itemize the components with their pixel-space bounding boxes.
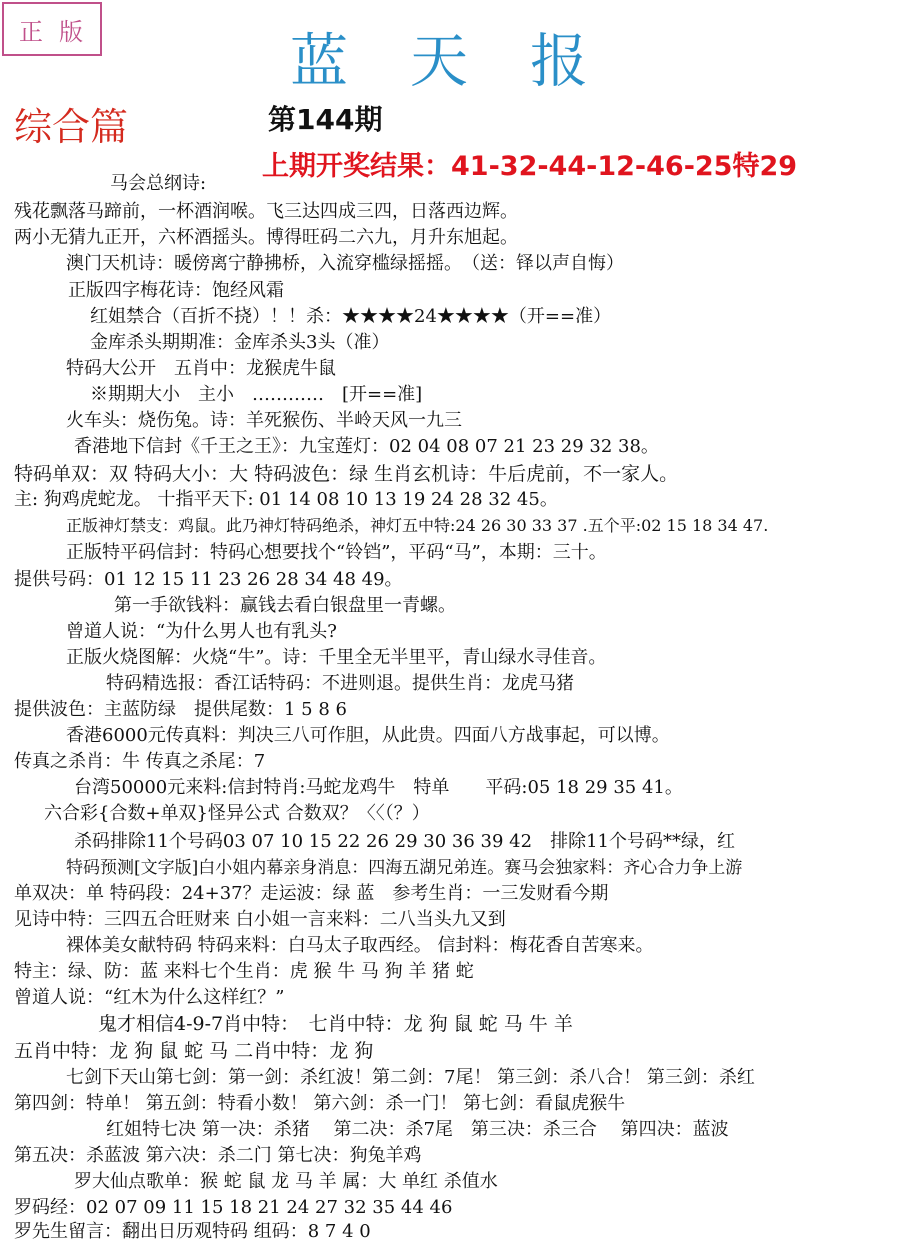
newspaper-title: 蓝天报: [290, 27, 651, 95]
issue-number: 第144期: [268, 103, 383, 136]
text-line: 罗先生留言：翻出日历观特码 组码：8 7 4 0: [14, 1221, 371, 1242]
text-line: 澳门天机诗：暖傍离宁静拂桥，入流穿槛绿摇摇。 （送：铎以声自悔）: [66, 253, 624, 274]
text-line: 见诗中特：三四五合旺财来 白小姐一言来料：二八当头九又到: [14, 909, 506, 930]
text-line: 红姐禁合（百折不挠）！！杀：★★★★24★★★★（开==准）: [90, 306, 612, 327]
text-line: ※期期大小 主小 ………… [开==准]: [90, 384, 423, 405]
text-line: 单双决：单 特码段：24+37？走运波：绿 蓝 参考生肖：一三发财看今期: [14, 883, 609, 904]
text-line: 主: 狗鸡虎蛇龙。 十指平天下: 01 14 08 10 13 19 24 28 32 45。: [14, 489, 558, 510]
text-line: 第五决：杀蓝波 第六决：杀二门 第七决：狗兔羊鸡: [14, 1145, 422, 1166]
text-line: 正版神灯禁支：鸡鼠。此乃神灯特码绝杀，神灯五中特:24 26 30 33 37 .五个平:02 15 18 34 47.: [66, 516, 769, 535]
text-line: 六合彩{合数+单双}怪异公式 合数双？〈〈（？）: [44, 803, 430, 824]
text-line: 香港6000元传真料：判决三八可作胆，从此贵。四面八方战事起，可以博。: [66, 725, 670, 746]
text-line: 裸体美女献特码 特码来料：白马太子取西经。 信封料：梅花香自苦寒来。: [66, 935, 654, 956]
text-line: 鬼才相信4-9-7肖中特： 七肖中特：龙 狗 鼠 蛇 马 牛 羊: [98, 1013, 573, 1035]
text-line: 曾道人说：“红木为什么这样红？”: [14, 987, 285, 1008]
text-line: 台湾50000元来料:信封特肖:马蛇龙鸡牛 特单 平码:05 18 29 35 41。: [74, 777, 683, 798]
text-line: 特码大公开 五肖中：龙猴虎牛鼠: [66, 358, 336, 379]
text-line: 正版火烧图解：火烧“牛”。诗：千里全无半里平，青山绿水寻佳音。: [66, 647, 607, 668]
text-line: 五肖中特：龙 狗 鼠 蛇 马 二肖中特：龙 狗: [14, 1040, 374, 1062]
text-line: 正版特平码信封：特码心想要找个“铃铛”，平码“马”，本期：三十。: [66, 542, 607, 563]
text-line: 提供波色：主蓝防绿 提供尾数：1 5 8 6: [14, 699, 347, 720]
text-line: 两小无猜九正开，六杯酒摇头。博得旺码二六九，月升东旭起。: [14, 227, 518, 248]
text-line: 传真之杀肖：牛 传真之杀尾：7: [14, 751, 266, 772]
text-line: 曾道人说：“为什么男人也有乳头?: [66, 621, 337, 642]
text-line: 特主：绿、防：蓝 来料七个生肖：虎 猴 牛 马 狗 羊 猪 蛇: [14, 961, 474, 982]
text-line: 残花飘落马蹄前，一杯酒润喉。飞三达四成三四，日落西边辉。: [14, 201, 518, 222]
last-draw-result: 上期开奖结果：41-32-44-12-46-25特29: [262, 151, 798, 182]
text-line: 杀码排除11个号码03 07 10 15 22 26 29 30 36 39 42 排除11个号码**绿，红: [74, 831, 735, 852]
text-line: 第四剑：特单！ 第五剑：特看小数！ 第六剑：杀一门！ 第七剑：看鼠虎猴牛: [14, 1093, 626, 1114]
text-line: 马会总纲诗:: [110, 173, 207, 194]
genuine-badge: 正版: [2, 2, 102, 56]
text-line: 七剑下天山第七剑：第一剑：杀红波！第二剑：7尾！ 第三剑：杀八合！ 第三剑：杀红: [66, 1067, 755, 1088]
text-line: 提供号码：01 12 15 11 23 26 28 34 48 49。: [14, 569, 403, 590]
text-line: 红姐特七决 第一决：杀猪 第二决：杀7尾 第三决：杀三合 第四决：蓝波: [106, 1119, 729, 1140]
text-line: 香港地下信封《千王之王》：九宝莲灯：02 04 08 07 21 23 29 32 38。: [74, 436, 659, 457]
text-line: 特码预测[文字版]白小姐内幕亲身消息：四海五湖兄弟连。赛马会独家料：齐心合力争上游: [66, 858, 743, 878]
text-line: 火车头：烧伤兔。诗：羊死猴伤、半岭天风一九三: [66, 410, 462, 431]
text-line: 特码单双：双 特码大小：大 特码波色：绿 生肖玄机诗：牛后虎前，不一家人。: [14, 463, 679, 485]
text-line: 罗大仙点歌单：猴 蛇 鼠 龙 马 羊 属：大 单红 杀值水: [74, 1171, 498, 1192]
text-line: 特码精选报：香江话特码：不进则退。提供生肖：龙虎马猪: [106, 673, 574, 694]
section-title: 综合篇: [14, 105, 129, 149]
text-line: 金库杀头期期准：金库杀头3头（准）: [90, 332, 390, 353]
text-line: 罗码经：02 07 09 11 15 18 21 24 27 32 35 44 46: [14, 1197, 453, 1218]
text-line: 正版四字梅花诗：饱经风霜: [68, 280, 284, 301]
text-line: 第一手欲钱料：赢钱去看白银盘里一青螺。: [114, 595, 456, 616]
